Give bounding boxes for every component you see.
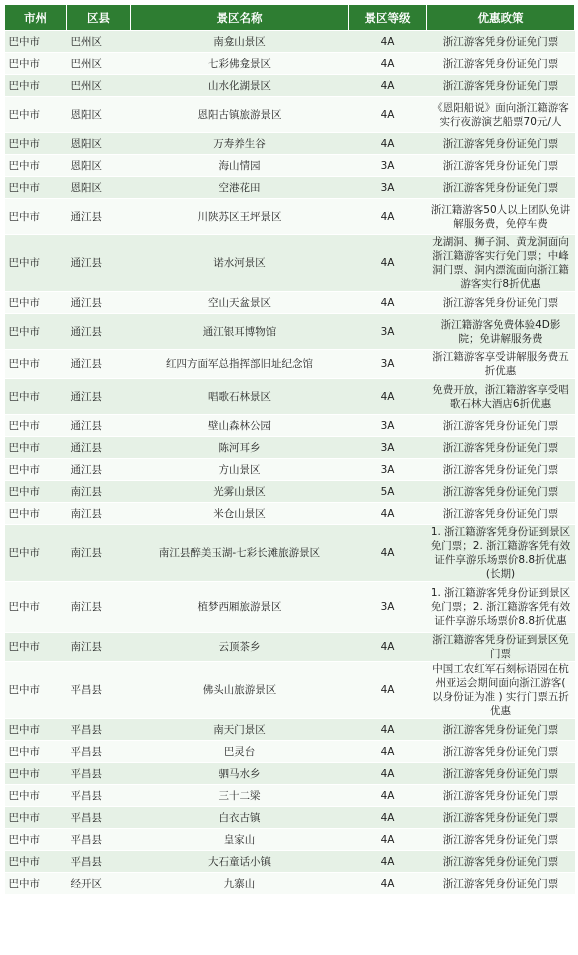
table-row <box>5 155 575 177</box>
cell-policy: 《恩阳船说》面向浙江籍游客实行夜游演艺船票70元/人 <box>427 97 575 133</box>
table-row <box>5 350 575 379</box>
cell-spot: 山水化湖景区 <box>131 75 349 97</box>
table-row <box>5 75 575 97</box>
table-row <box>5 459 575 481</box>
cell-city: 巴中市 <box>5 807 67 829</box>
cell-city: 巴中市 <box>5 582 67 633</box>
cell-spot: 南龛山景区 <box>131 31 349 53</box>
cell-level: 4A <box>349 235 427 292</box>
cell-spot: 佛头山旅游景区 <box>131 662 349 719</box>
cell-level: 5A <box>349 481 427 503</box>
header-row <box>5 5 575 31</box>
cell-level: 4A <box>349 292 427 314</box>
cell-county: 南江县 <box>67 481 131 503</box>
cell-policy: 浙江游客凭身份证免门票 <box>427 851 575 873</box>
cell-level: 4A <box>349 763 427 785</box>
cell-level: 4A <box>349 633 427 662</box>
cell-county: 平昌县 <box>67 662 131 719</box>
table-row <box>5 662 575 719</box>
cell-county: 恩阳区 <box>67 97 131 133</box>
table-header <box>5 5 575 31</box>
cell-county: 恩阳区 <box>67 133 131 155</box>
cell-spot: 巴灵台 <box>131 741 349 763</box>
cell-policy: 浙江游客凭身份证免门票 <box>427 292 575 314</box>
cell-level: 4A <box>349 31 427 53</box>
cell-policy: 浙江游客凭身份证免门票 <box>427 53 575 75</box>
table-row <box>5 97 575 133</box>
cell-county: 南江县 <box>67 525 131 582</box>
cell-level: 4A <box>349 97 427 133</box>
cell-policy: 浙江游客凭身份证免门票 <box>427 177 575 199</box>
cell-city: 巴中市 <box>5 662 67 719</box>
table-row <box>5 741 575 763</box>
cell-policy: 浙江游客凭身份证免门票 <box>427 807 575 829</box>
cell-level: 3A <box>349 437 427 459</box>
cell-policy: 浙江籍游客享受讲解服务费五折优惠 <box>427 350 575 379</box>
cell-level: 4A <box>349 133 427 155</box>
cell-policy: 龙湖洞、狮子洞、黄龙洞面向浙江籍游客实行免门票；中峰洞门票、洞内漂流面向浙江籍游客实行8折优惠 <box>427 235 575 292</box>
cell-city: 巴中市 <box>5 53 67 75</box>
cell-spot: 诺水河景区 <box>131 235 349 292</box>
cell-spot: 九寨山 <box>131 873 349 895</box>
cell-spot: 米仓山景区 <box>131 503 349 525</box>
cell-policy: 浙江游客凭身份证免门票 <box>427 155 575 177</box>
cell-level: 4A <box>349 785 427 807</box>
header-policy: 优惠政策 <box>427 5 575 31</box>
cell-level: 4A <box>349 53 427 75</box>
cell-county: 平昌县 <box>67 807 131 829</box>
cell-county: 巴州区 <box>67 53 131 75</box>
cell-spot: 恩阳古镇旅游景区 <box>131 97 349 133</box>
cell-policy: 浙江籍游客凭身份证到景区免门票 <box>427 633 575 662</box>
cell-policy: 浙江游客凭身份证免门票 <box>427 763 575 785</box>
cell-city: 巴中市 <box>5 292 67 314</box>
cell-city: 巴中市 <box>5 633 67 662</box>
cell-policy: 浙江游客凭身份证免门票 <box>427 481 575 503</box>
cell-level: 4A <box>349 525 427 582</box>
cell-policy: 1. 浙江籍游客凭身份证到景区免门票；2. 浙江籍游客凭有效证件享游乐场票价8.8折优惠 (长期) <box>427 525 575 582</box>
cell-policy: 浙江游客凭身份证免门票 <box>427 415 575 437</box>
cell-spot: 川陕苏区王坪景区 <box>131 199 349 235</box>
cell-level: 4A <box>349 379 427 415</box>
cell-city: 巴中市 <box>5 851 67 873</box>
table-row <box>5 829 575 851</box>
cell-city: 巴中市 <box>5 415 67 437</box>
cell-county: 通江县 <box>67 199 131 235</box>
cell-city: 巴中市 <box>5 155 67 177</box>
cell-level: 4A <box>349 662 427 719</box>
cell-county: 通江县 <box>67 235 131 292</box>
cell-spot: 光雾山景区 <box>131 481 349 503</box>
cell-city: 巴中市 <box>5 481 67 503</box>
cell-level: 3A <box>349 350 427 379</box>
cell-city: 巴中市 <box>5 379 67 415</box>
cell-spot: 大石童话小镇 <box>131 851 349 873</box>
table-row <box>5 851 575 873</box>
cell-city: 巴中市 <box>5 350 67 379</box>
cell-city: 巴中市 <box>5 525 67 582</box>
cell-level: 3A <box>349 177 427 199</box>
cell-city: 巴中市 <box>5 503 67 525</box>
cell-spot: 红四方面军总指挥部旧址纪念馆 <box>131 350 349 379</box>
table-row <box>5 437 575 459</box>
header-spot: 景区名称 <box>131 5 349 31</box>
cell-county: 通江县 <box>67 415 131 437</box>
cell-spot: 云顶茶乡 <box>131 633 349 662</box>
cell-policy: 免费开放，浙江籍游客享受唱歌石林大酒店6折优惠 <box>427 379 575 415</box>
table-row <box>5 292 575 314</box>
cell-level: 4A <box>349 741 427 763</box>
cell-city: 巴中市 <box>5 829 67 851</box>
table-row <box>5 53 575 75</box>
cell-spot: 方山景区 <box>131 459 349 481</box>
cell-county: 恩阳区 <box>67 177 131 199</box>
table-row <box>5 582 575 633</box>
cell-policy: 浙江游客凭身份证免门票 <box>427 785 575 807</box>
cell-level: 4A <box>349 75 427 97</box>
cell-spot: 壁山森林公园 <box>131 415 349 437</box>
cell-county: 通江县 <box>67 350 131 379</box>
cell-county: 平昌县 <box>67 851 131 873</box>
cell-spot: 南江县醉美玉湖-七彩长滩旅游景区 <box>131 525 349 582</box>
cell-city: 巴中市 <box>5 437 67 459</box>
cell-county: 平昌县 <box>67 785 131 807</box>
cell-policy: 浙江游客凭身份证免门票 <box>427 503 575 525</box>
cell-city: 巴中市 <box>5 31 67 53</box>
cell-level: 4A <box>349 829 427 851</box>
cell-level: 3A <box>349 155 427 177</box>
scenic-discount-table <box>4 4 575 895</box>
cell-spot: 万寿养生谷 <box>131 133 349 155</box>
cell-spot: 三十二梁 <box>131 785 349 807</box>
cell-spot: 驷马水乡 <box>131 763 349 785</box>
cell-spot: 唱歌石林景区 <box>131 379 349 415</box>
table-row <box>5 199 575 235</box>
cell-county: 南江县 <box>67 633 131 662</box>
cell-city: 巴中市 <box>5 75 67 97</box>
cell-policy: 浙江游客凭身份证免门票 <box>427 437 575 459</box>
cell-policy: 浙江游客凭身份证免门票 <box>427 75 575 97</box>
cell-level: 3A <box>349 415 427 437</box>
cell-level: 3A <box>349 459 427 481</box>
cell-level: 4A <box>349 503 427 525</box>
cell-county: 通江县 <box>67 379 131 415</box>
cell-policy: 浙江游客凭身份证免门票 <box>427 133 575 155</box>
cell-policy: 浙江游客凭身份证免门票 <box>427 459 575 481</box>
cell-county: 经开区 <box>67 873 131 895</box>
table-row <box>5 633 575 662</box>
header-level: 景区等级 <box>349 5 427 31</box>
cell-policy: 浙江籍游客50人以上团队免讲解服务费，免停车费 <box>427 199 575 235</box>
cell-city: 巴中市 <box>5 235 67 292</box>
cell-level: 4A <box>349 199 427 235</box>
cell-spot: 通江银耳博物馆 <box>131 314 349 350</box>
cell-county: 通江县 <box>67 292 131 314</box>
cell-policy: 浙江游客凭身份证免门票 <box>427 31 575 53</box>
cell-county: 通江县 <box>67 437 131 459</box>
table-row <box>5 314 575 350</box>
cell-level: 4A <box>349 807 427 829</box>
cell-city: 巴中市 <box>5 177 67 199</box>
cell-city: 巴中市 <box>5 873 67 895</box>
cell-city: 巴中市 <box>5 97 67 133</box>
cell-city: 巴中市 <box>5 741 67 763</box>
table-row <box>5 235 575 292</box>
cell-county: 巴州区 <box>67 75 131 97</box>
cell-level: 4A <box>349 873 427 895</box>
cell-policy: 浙江游客凭身份证免门票 <box>427 741 575 763</box>
cell-city: 巴中市 <box>5 133 67 155</box>
table-body <box>5 31 575 895</box>
cell-county: 恩阳区 <box>67 155 131 177</box>
cell-county: 通江县 <box>67 459 131 481</box>
table-row <box>5 133 575 155</box>
table-row <box>5 719 575 741</box>
cell-county: 南江县 <box>67 582 131 633</box>
header-county: 区县 <box>67 5 131 31</box>
cell-policy: 中国工农红军石刻标语园在杭州亚运会期间面向浙江游客( 以身份证为准 ) 实行门票五折优惠 <box>427 662 575 719</box>
cell-county: 平昌县 <box>67 719 131 741</box>
table-row <box>5 415 575 437</box>
cell-city: 巴中市 <box>5 719 67 741</box>
table-row <box>5 31 575 53</box>
cell-city: 巴中市 <box>5 314 67 350</box>
table-row <box>5 481 575 503</box>
cell-county: 平昌县 <box>67 763 131 785</box>
cell-city: 巴中市 <box>5 785 67 807</box>
cell-county: 巴州区 <box>67 31 131 53</box>
cell-county: 平昌县 <box>67 741 131 763</box>
cell-policy: 1. 浙江籍游客凭身份证到景区免门票；2. 浙江籍游客凭有效证件享游乐场票价8.8折优惠 <box>427 582 575 633</box>
cell-spot: 植梦西厢旅游景区 <box>131 582 349 633</box>
cell-level: 3A <box>349 582 427 633</box>
cell-policy: 浙江游客凭身份证免门票 <box>427 829 575 851</box>
cell-level: 4A <box>349 719 427 741</box>
cell-county: 通江县 <box>67 314 131 350</box>
cell-level: 4A <box>349 851 427 873</box>
cell-city: 巴中市 <box>5 199 67 235</box>
cell-spot: 皇家山 <box>131 829 349 851</box>
cell-spot: 七彩佛龛景区 <box>131 53 349 75</box>
cell-city: 巴中市 <box>5 459 67 481</box>
table-row <box>5 379 575 415</box>
cell-spot: 白衣古镇 <box>131 807 349 829</box>
cell-spot: 空港花田 <box>131 177 349 199</box>
table-row <box>5 525 575 582</box>
cell-county: 平昌县 <box>67 829 131 851</box>
table-row <box>5 807 575 829</box>
table-row <box>5 785 575 807</box>
cell-spot: 海山情园 <box>131 155 349 177</box>
cell-city: 巴中市 <box>5 763 67 785</box>
cell-policy: 浙江游客凭身份证免门票 <box>427 719 575 741</box>
cell-policy: 浙江籍游客免费体验4D影院；免讲解服务费 <box>427 314 575 350</box>
header-city: 市州 <box>5 5 67 31</box>
table-row <box>5 873 575 895</box>
table-row <box>5 763 575 785</box>
table-row <box>5 177 575 199</box>
cell-spot: 空山天盆景区 <box>131 292 349 314</box>
cell-level: 3A <box>349 314 427 350</box>
cell-spot: 南天门景区 <box>131 719 349 741</box>
table-row <box>5 503 575 525</box>
cell-county: 南江县 <box>67 503 131 525</box>
cell-policy: 浙江游客凭身份证免门票 <box>427 873 575 895</box>
cell-spot: 陈河耳乡 <box>131 437 349 459</box>
